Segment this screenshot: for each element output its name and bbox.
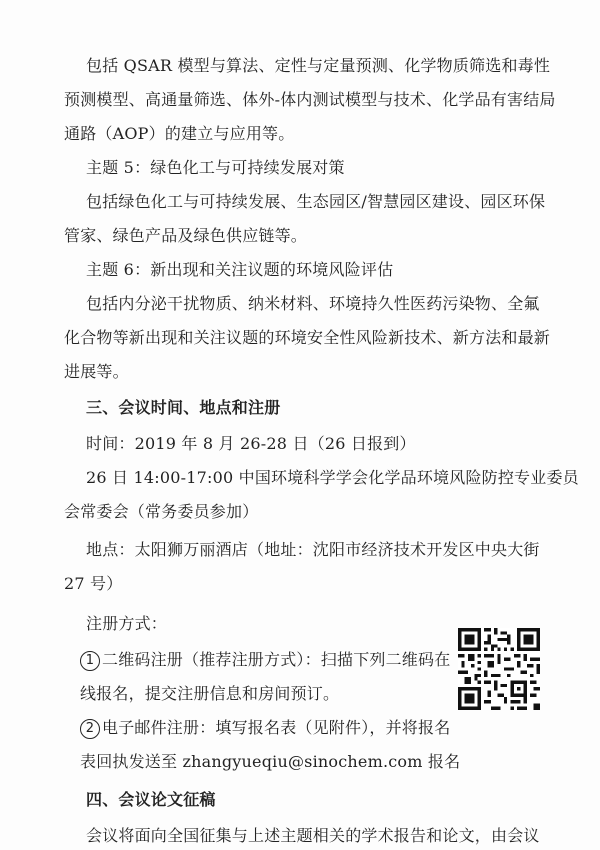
text-line: 化合物等新出现和关注议题的环境安全性风险新技术、新方法和最新	[64, 328, 551, 347]
text-line: 会议将面向全国征集与上述主题相关的学术报告和论文，由会议	[86, 826, 540, 845]
topic-6-heading: 主题 6：新出现和关注议题的环境风险评估	[86, 260, 394, 279]
text-line: 进展等。	[64, 362, 129, 381]
text-line: 包括内分泌干扰物质、纳米材料、环境持久性医药污染物、全氟	[86, 294, 540, 313]
text-line: 包括 QSAR 模型与算法、定性与定量预测、化学物质筛选和毒性	[86, 56, 551, 75]
text-line: 线报名，提交注册信息和房间预订。	[80, 684, 340, 703]
meeting-time: 时间：2019 年 8 月 26-28 日（26 日报到）	[86, 434, 416, 453]
circle-number: 2	[80, 719, 100, 739]
meeting-location: 地点：太阳狮万丽酒店（地址：沈阳市经济技术开发区中央大街	[86, 540, 540, 559]
qr-registration-text: 二维码注册（推荐注册方式）：扫描下列二维码在	[102, 650, 451, 669]
circle-number: 1	[80, 651, 100, 671]
topic-5-heading: 主题 5：绿色化工与可持续发展对策	[86, 158, 345, 177]
text-line: 通路（AOP）的建立与应用等。	[64, 124, 295, 143]
email-registration-text: 电子邮件注册：填写报名表（见附件），并将报名	[102, 718, 451, 737]
text-line: 27 号）	[64, 574, 123, 593]
registration-option-email	[80, 718, 450, 739]
text-line: 会常委会（常务委员参加）	[64, 502, 259, 521]
text-line: 包括绿色化工与可持续发展、生态园区/智慧园区建设、园区环保	[86, 192, 546, 211]
registration-label: 注册方式：	[86, 614, 168, 633]
text-line: 管家、绿色产品及绿色供应链等。	[64, 226, 308, 245]
section-heading-3: 三、会议时间、地点和注册	[86, 398, 281, 417]
text-line: 表回执发送至 zhangyueqiu@sinochem.com 报名	[80, 752, 461, 771]
text-line: 预测模型、高通量筛选、体外-体内测试模型与技术、化学品有害结局	[64, 90, 556, 109]
qr-code-icon	[458, 628, 540, 710]
registration-option-qr	[80, 650, 450, 671]
section-heading-4: 四、会议论文征稿	[86, 790, 216, 809]
text-line: 26 日 14:00-17:00 中国环境科学学会化学品环境风险防控专业委员	[86, 468, 579, 487]
